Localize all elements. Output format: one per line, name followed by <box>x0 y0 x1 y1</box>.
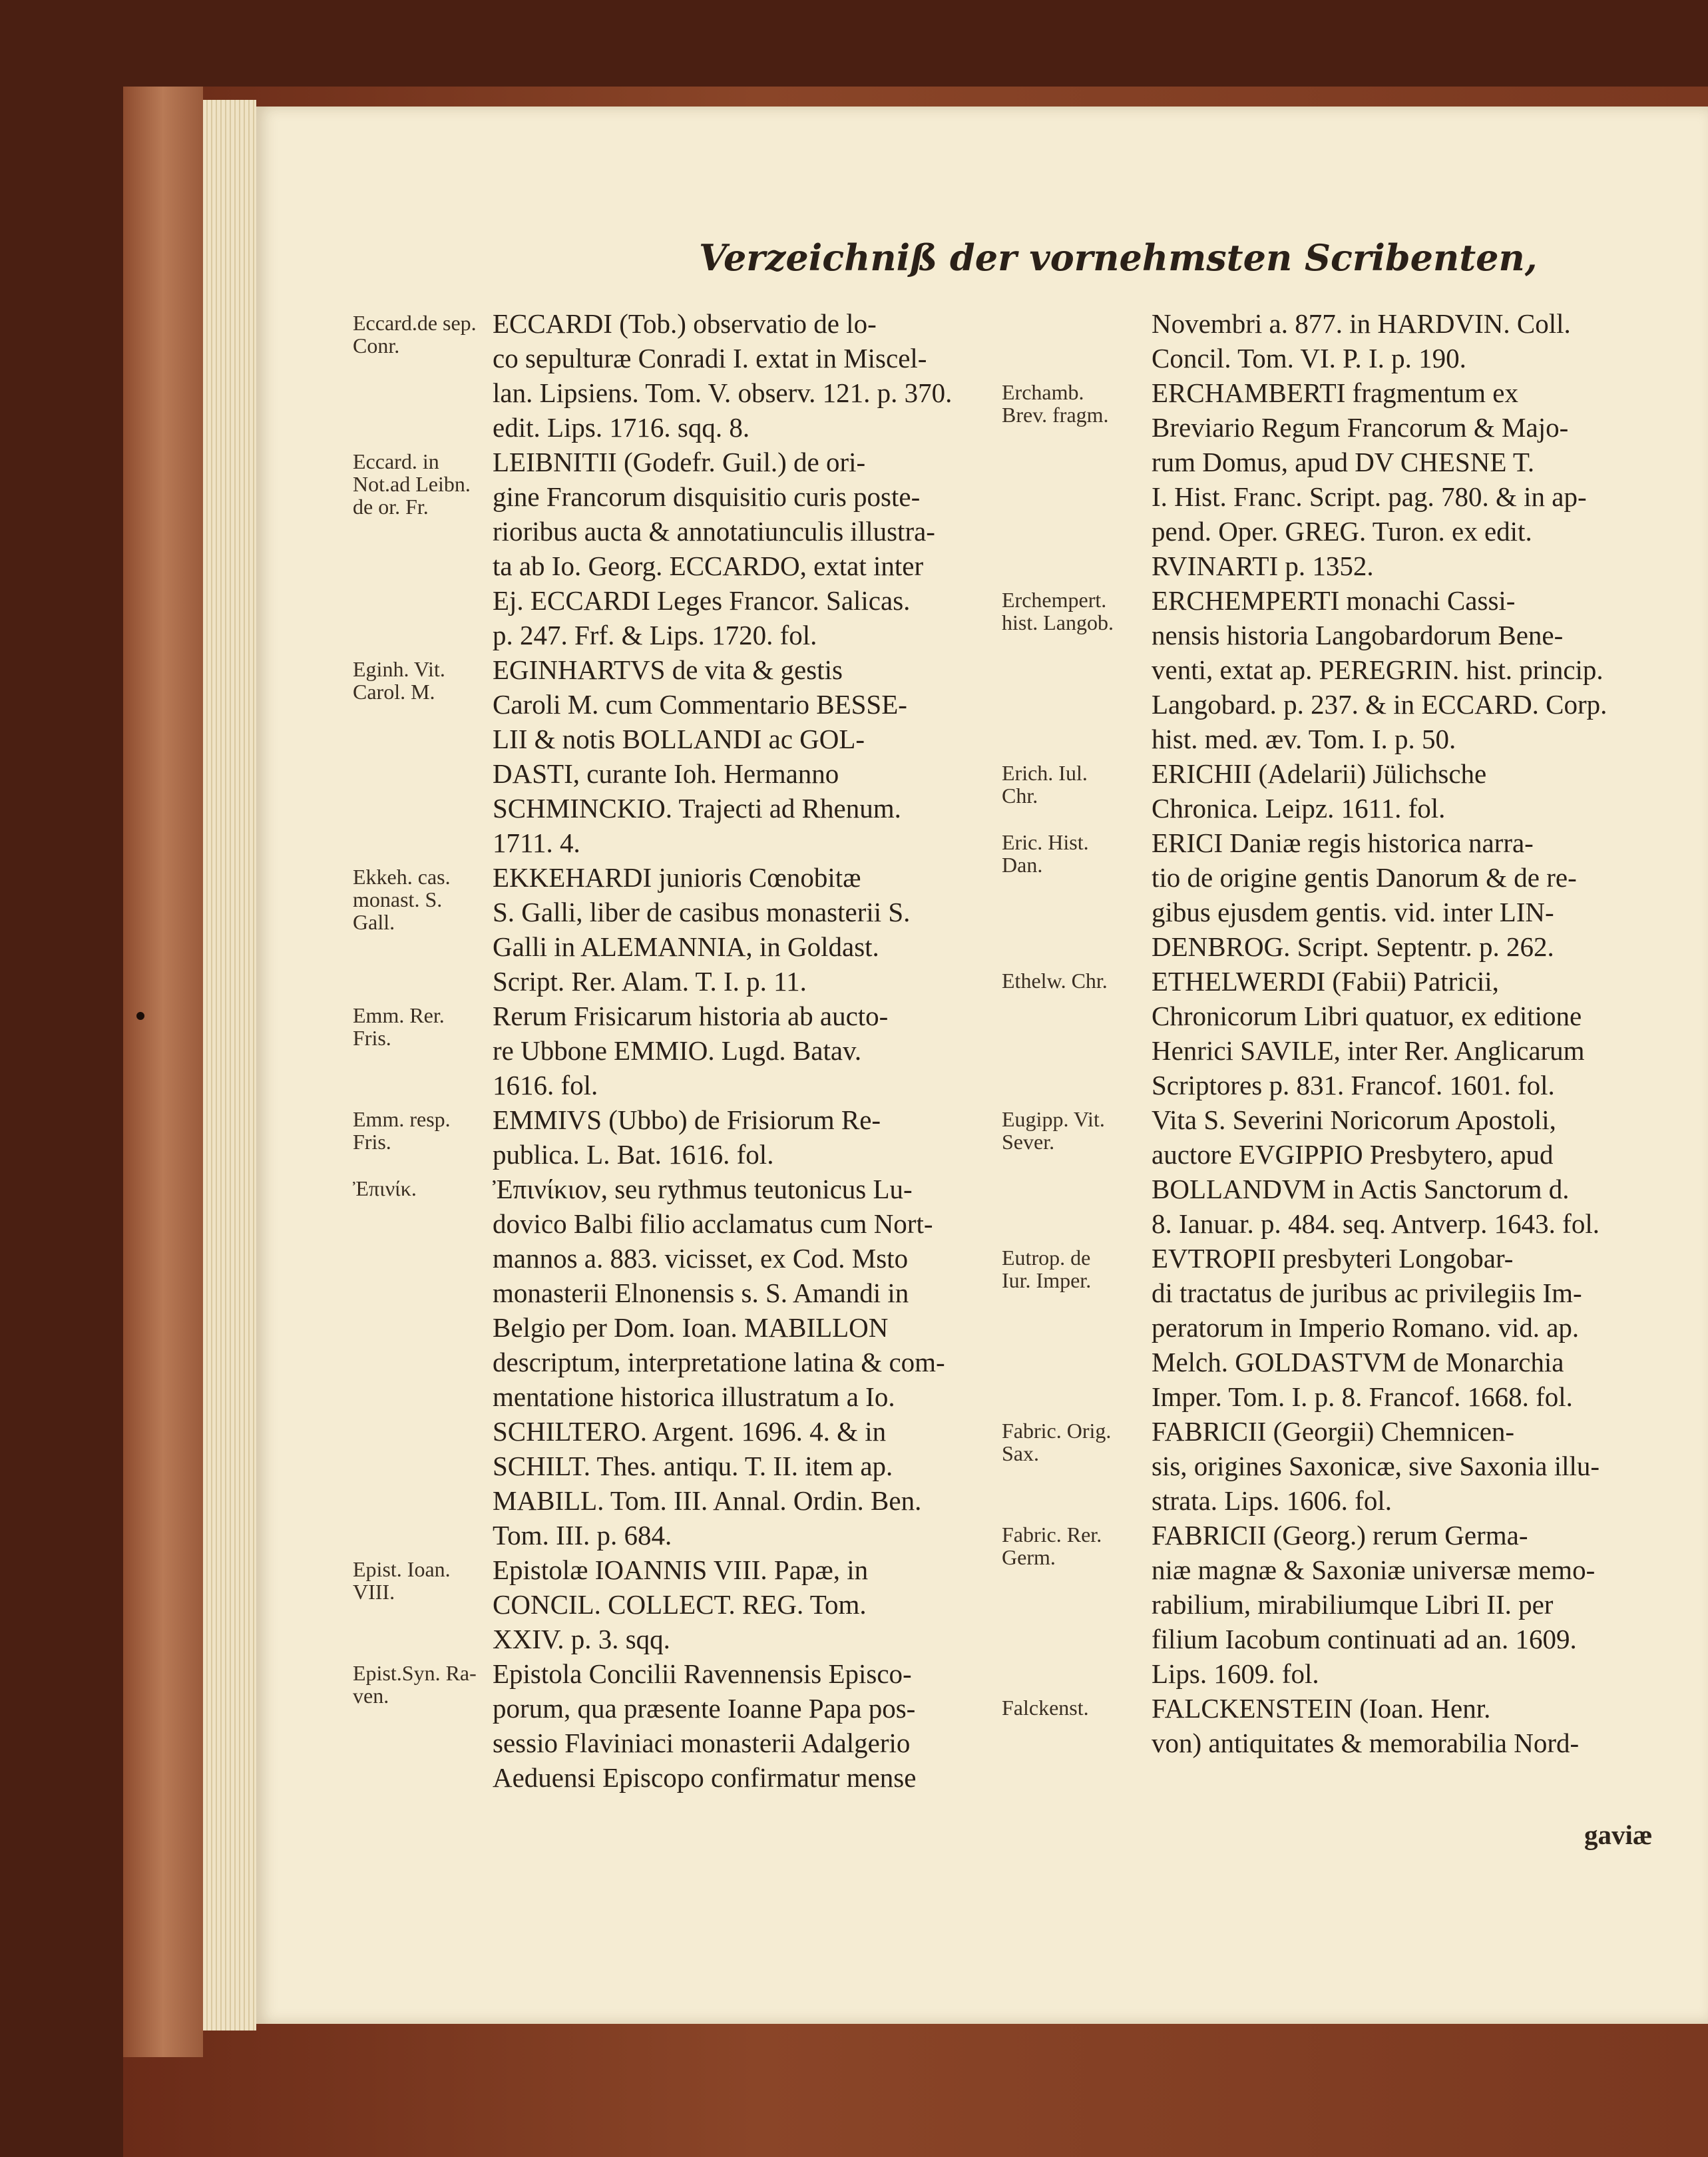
entry-line: Chronica. Leipz. 1611. fol. <box>1152 793 1446 824</box>
bibliography-entry <box>1002 1241 1654 1414</box>
entry-line: niæ magnæ & Saxoniæ universæ memo- <box>1152 1555 1596 1585</box>
book-spine <box>123 87 203 2057</box>
entry-line: FABRICII (Georgii) Chemnicen- <box>1152 1416 1515 1447</box>
entry-line: Epistolæ IOANNIS VIII. Papæ, in <box>493 1555 869 1585</box>
entry-text <box>493 860 992 999</box>
entry-line: gibus ejusdem gentis. vid. inter LIN- <box>1152 897 1554 927</box>
bibliography-entry <box>1002 1102 1654 1241</box>
entry-line: EMMIVS (Ubbo) de Frisiorum Re- <box>493 1104 881 1135</box>
entry-line: Ej. ECCARDI Leges Francor. Salicas. <box>493 585 911 616</box>
entry-line: co sepulturæ Conradi I. extat in Miscel- <box>493 343 927 373</box>
entry-line: Melch. GOLDASTVM de Monarchia <box>1152 1347 1564 1377</box>
entry-line: DENBROG. Script. Septentr. p. 262. <box>1152 931 1554 962</box>
margin-note-line: Fris. <box>353 1026 391 1050</box>
margin-note-line: Ekkeh. cas. <box>353 865 451 889</box>
margin-note-line: Eccard. in <box>353 449 439 473</box>
entry-line: Aeduensi Episcopo confirmatur mense <box>493 1762 917 1793</box>
margin-note <box>353 652 493 703</box>
bibliography-entry <box>353 652 992 860</box>
entry-text <box>493 306 992 445</box>
margin-note-line: Carol. M. <box>353 680 435 704</box>
entry-text <box>1152 306 1654 375</box>
entry-line: LEIBNITII (Godefr. Guil.) de ori- <box>493 447 866 477</box>
entry-line: publica. L. Bat. 1616. fol. <box>493 1139 774 1170</box>
margin-note <box>353 1102 493 1153</box>
entry-line: 1711. 4. <box>493 828 580 858</box>
entry-line: FALCKENSTEIN (Ioan. Henr. <box>1152 1693 1491 1724</box>
entry-text <box>1152 1102 1654 1241</box>
entry-line: RVINARTI p. 1352. <box>1152 551 1374 581</box>
margin-note-line: monast. S. <box>353 887 443 911</box>
catchword: gaviæ <box>1584 1819 1653 1850</box>
bibliography-entry <box>1002 826 1654 964</box>
margin-note-line: VIII. <box>353 1580 395 1604</box>
entry-text <box>493 999 992 1102</box>
entry-line: SCHILT. Thes. antiqu. T. II. item ap. <box>493 1451 893 1481</box>
entry-text <box>1152 1414 1654 1518</box>
margin-note <box>1002 1414 1152 1465</box>
margin-note-line: Fris. <box>353 1130 391 1154</box>
margin-note-line: Chr. <box>1002 784 1038 808</box>
margin-note <box>353 1172 493 1200</box>
entry-line: XXIV. p. 3. sqq. <box>493 1624 670 1654</box>
bibliography-entry <box>353 1172 992 1553</box>
entry-line: ta ab Io. Georg. ECCARDO, extat inter <box>493 551 924 581</box>
margin-note-line: de or. Fr. <box>353 495 429 519</box>
entry-line: BOLLANDVM in Actis Sanctorum d. <box>1152 1174 1570 1204</box>
entry-line: Galli in ALEMANNIA, in Goldast. <box>493 931 879 962</box>
entry-line: ERCHEMPERTI monachi Cassi- <box>1152 585 1516 616</box>
margin-note-line: Fabric. Rer. <box>1002 1523 1102 1547</box>
entry-line: SCHMINCKIO. Trajecti ad Rhenum. <box>493 793 901 824</box>
entry-line: peratorum in Imperio Romano. vid. ap. <box>1152 1312 1580 1343</box>
entry-line: Scriptores p. 831. Francof. 1601. fol. <box>1152 1070 1555 1100</box>
entry-line: EKKEHARDI junioris Cœnobitæ <box>493 862 861 893</box>
entry-text <box>493 445 992 652</box>
entry-line: 8. Ianuar. p. 484. seq. Antverp. 1643. fol. <box>1152 1208 1600 1239</box>
margin-note-line: Not.ad Leibn. <box>353 472 471 496</box>
entry-line: Tom. III. p. 684. <box>493 1520 672 1551</box>
entry-line: ERICHII (Adelarii) Jülichsche <box>1152 758 1487 789</box>
entry-line: mentatione historica illustratum a Io. <box>493 1381 895 1412</box>
entry-line: CONCIL. COLLECT. REG. Tom. <box>493 1589 867 1620</box>
margin-note-line: Eugipp. Vit. <box>1002 1107 1105 1131</box>
entry-line: di tractatus de juribus ac privilegiis Im- <box>1152 1278 1582 1308</box>
entry-line: descriptum, interpretatione latina & com- <box>493 1347 945 1377</box>
entry-line: gine Francorum disquisitio curis poste- <box>493 481 921 512</box>
bibliography-entry <box>353 1553 992 1656</box>
margin-note-line: Brev. fragm. <box>1002 403 1109 427</box>
entry-line: hist. med. æv. Tom. I. p. 50. <box>1152 724 1456 754</box>
margin-note <box>353 306 493 357</box>
page-header: Verzeichniß der vornehmsten Scribenten, <box>699 236 1538 279</box>
entry-line: Lips. 1609. fol. <box>1152 1658 1319 1689</box>
margin-note-line: Emm. Rer. <box>353 1003 445 1027</box>
entry-line: SCHILTERO. Argent. 1696. 4. & in <box>493 1416 887 1447</box>
right-column <box>1002 306 1654 1760</box>
entry-line: MABILL. Tom. III. Annal. Ordin. Ben. <box>493 1485 922 1516</box>
bibliography-entry <box>353 445 992 652</box>
bibliography-entry <box>1002 1518 1654 1691</box>
entry-line: rum Domus, apud DV CHESNE T. <box>1152 447 1535 477</box>
bibliography-entry <box>353 306 992 445</box>
entry-line: tio de origine gentis Danorum & de re- <box>1152 862 1577 893</box>
margin-note <box>353 860 493 933</box>
margin-note <box>353 999 493 1049</box>
entry-text <box>493 1102 992 1172</box>
entry-line: Langobard. p. 237. & in ECCARD. Corp. <box>1152 689 1607 720</box>
bibliography-entry <box>1002 964 1654 1102</box>
margin-note <box>353 445 493 518</box>
entry-line: Ἐπινίκιον, seu rythmus teutonicus Lu- <box>493 1174 913 1204</box>
entry-line: ETHELWERDI (Fabii) Patricii, <box>1152 966 1499 997</box>
entry-line: sessio Flaviniaci monasterii Adalgerio <box>493 1728 911 1758</box>
entry-line: Novembri a. 877. in HARDVIN. Coll. <box>1152 308 1571 339</box>
entry-line: nensis historia Langobardorum Bene- <box>1152 620 1564 650</box>
entry-line: ECCARDI (Tob.) observatio de lo- <box>493 308 877 339</box>
entry-line: mannos a. 883. vicisset, ex Cod. Msto <box>493 1243 909 1274</box>
entry-text <box>493 1656 992 1795</box>
entry-line: rioribus aucta & annotatiunculis illustra- <box>493 516 935 547</box>
entry-line: dovico Balbi filio acclamatus cum Nort- <box>493 1208 933 1239</box>
margin-note-line: Germ. <box>1002 1545 1056 1569</box>
entry-text <box>1152 1518 1654 1691</box>
bibliography-entry <box>1002 756 1654 826</box>
margin-note-line: Eginh. Vit. <box>353 657 445 681</box>
entry-line: filium Iacobum continuati ad an. 1609. <box>1152 1624 1577 1654</box>
margin-note-line: Iur. Imper. <box>1002 1268 1092 1292</box>
bibliography-entry <box>1002 306 1654 375</box>
entry-line: S. Galli, liber de casibus monasterii S. <box>493 897 911 927</box>
entry-line: lan. Lipsiens. Tom. V. observ. 121. p. 370. <box>493 377 953 408</box>
margin-note <box>1002 1102 1152 1153</box>
entry-line: Belgio per Dom. Ioan. MABILLON <box>493 1312 889 1343</box>
margin-note <box>1002 1241 1152 1292</box>
entry-text <box>493 1172 992 1553</box>
margin-note-line: Eccard.de sep. <box>353 311 477 335</box>
entry-text <box>493 1553 992 1656</box>
margin-note-line: Falckenst. <box>1002 1696 1089 1720</box>
entry-text <box>493 652 992 860</box>
entry-text <box>1152 964 1654 1102</box>
margin-note <box>1002 1518 1152 1568</box>
bibliography-entry <box>1002 375 1654 583</box>
entry-text <box>1152 1241 1654 1414</box>
bibliography-entry <box>353 999 992 1102</box>
entry-line: re Ubbone EMMIO. Lugd. Batav. <box>493 1035 862 1066</box>
entry-line: I. Hist. Franc. Script. pag. 780. & in ap- <box>1152 481 1587 512</box>
margin-note <box>1002 1691 1152 1719</box>
entry-line: Caroli M. cum Commentario BESSE- <box>493 689 907 720</box>
entry-text <box>1152 756 1654 826</box>
entry-line: FABRICII (Georg.) rerum Germa- <box>1152 1520 1528 1551</box>
margin-note-line: Sax. <box>1002 1441 1039 1465</box>
margin-note-line: Epist. Ioan. <box>353 1557 451 1581</box>
margin-note-line: hist. Langob. <box>1002 610 1114 634</box>
entry-line: DASTI, curante Ioh. Hermanno <box>493 758 839 789</box>
entry-line: auctore EVGIPPIO Presbytero, apud <box>1152 1139 1554 1170</box>
entry-text <box>1152 826 1654 964</box>
margin-note <box>353 1553 493 1603</box>
entry-line: EVTROPII presbyteri Longobar- <box>1152 1243 1514 1274</box>
entry-line: p. 247. Frf. & Lips. 1720. fol. <box>493 620 817 650</box>
entry-line: porum, qua præsente Ioanne Papa pos- <box>493 1693 916 1724</box>
page-edges <box>203 100 256 2031</box>
margin-note <box>1002 826 1152 876</box>
margin-note <box>1002 306 1152 312</box>
margin-note-line: Fabric. Orig. <box>1002 1419 1112 1443</box>
margin-note-line: Sever. <box>1002 1130 1055 1154</box>
bibliography-entry <box>353 860 992 999</box>
entry-line: strata. Lips. 1606. fol. <box>1152 1485 1392 1516</box>
bibliography-entry <box>353 1656 992 1795</box>
entry-line: Breviario Regum Francorum & Majo- <box>1152 412 1569 443</box>
margin-note-line: Emm. resp. <box>353 1107 451 1131</box>
entry-line: edit. Lips. 1716. sqq. 8. <box>493 412 750 443</box>
entry-text <box>1152 1691 1654 1760</box>
entry-line: Imper. Tom. I. p. 8. Francof. 1668. fol. <box>1152 1381 1573 1412</box>
margin-note-line: Gall. <box>353 910 395 934</box>
margin-note <box>1002 583 1152 634</box>
margin-note-line: Conr. <box>353 334 400 358</box>
entry-line: venti, extat ap. PEREGRIN. hist. princip. <box>1152 654 1603 685</box>
entry-line: Chronicorum Libri quatuor, ex editione <box>1152 1001 1582 1031</box>
margin-note-line: Erchempert. <box>1002 588 1107 612</box>
entry-line: LII & notis BOLLANDI ac GOL- <box>493 724 865 754</box>
entry-text <box>1152 583 1654 756</box>
entry-line: monasterii Elnonensis s. S. Amandi in <box>493 1278 909 1308</box>
binding-dot <box>136 1012 144 1020</box>
entry-line: Rerum Frisicarum historia ab aucto- <box>493 1001 889 1031</box>
bibliography-entry <box>353 1102 992 1172</box>
margin-note-line: Dan. <box>1002 853 1043 877</box>
entry-line: pend. Oper. GREG. Turon. ex edit. <box>1152 516 1532 547</box>
entry-line: Vita S. Severini Noricorum Apostoli, <box>1152 1104 1556 1135</box>
margin-note-line: Ethelw. Chr. <box>1002 969 1108 993</box>
entry-line: Epistola Concilii Ravennensis Episco- <box>493 1658 912 1689</box>
entry-line: Henrici SAVILE, inter Rer. Anglicarum <box>1152 1035 1585 1066</box>
entry-line: EGINHARTVS de vita & gestis <box>493 654 843 685</box>
entry-line: Script. Rer. Alam. T. I. p. 11. <box>493 966 807 997</box>
margin-note-line: Epist.Syn. Ra- <box>353 1661 477 1685</box>
entry-line: ERICI Daniæ regis historica narra- <box>1152 828 1534 858</box>
entry-line: rabilium, mirabiliumque Libri II. per <box>1152 1589 1554 1620</box>
left-column <box>353 306 992 1795</box>
entry-text <box>1152 375 1654 583</box>
entry-line: von) antiquitates & memorabilia Nord- <box>1152 1728 1580 1758</box>
margin-note <box>1002 375 1152 426</box>
margin-note-line: ven. <box>353 1684 389 1708</box>
bibliography-entry <box>1002 583 1654 756</box>
entry-line: Concil. Tom. VI. P. I. p. 190. <box>1152 343 1466 373</box>
bibliography-entry <box>1002 1691 1654 1760</box>
margin-note-line: Erich. Iul. <box>1002 761 1088 785</box>
entry-line: sis, origines Saxonicæ, sive Saxonia illu- <box>1152 1451 1600 1481</box>
margin-note-line: Eric. Hist. <box>1002 830 1089 854</box>
bibliography-entry <box>1002 1414 1654 1518</box>
margin-note <box>353 1656 493 1707</box>
margin-note <box>1002 756 1152 807</box>
entry-line: 1616. fol. <box>493 1070 598 1100</box>
margin-note-line: Erchamb. <box>1002 380 1084 404</box>
margin-note-line: Eutrop. de <box>1002 1246 1091 1270</box>
entry-line: ERCHAMBERTI fragmentum ex <box>1152 377 1518 408</box>
margin-note <box>1002 964 1152 992</box>
margin-note-line: Ἐπινίκ. <box>353 1176 417 1200</box>
